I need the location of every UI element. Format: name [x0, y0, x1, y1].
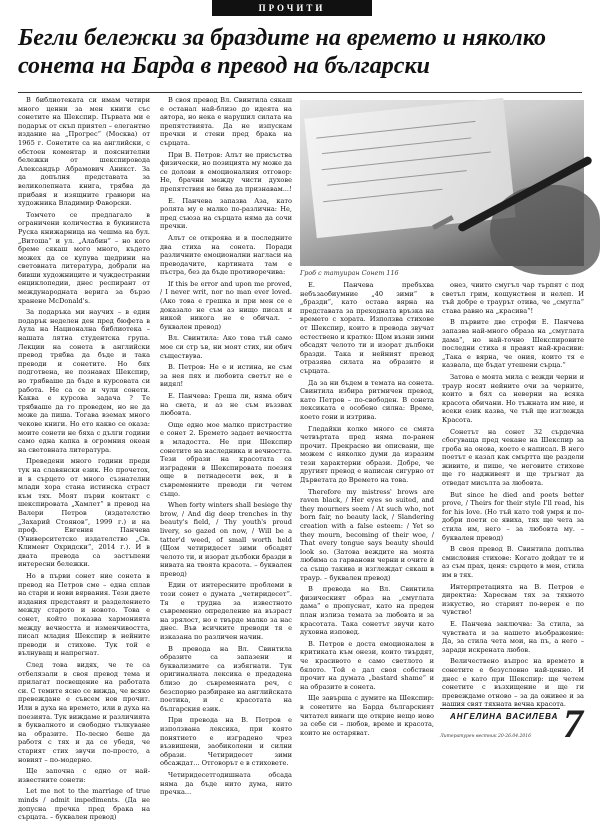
publication-source: Литературен вестник 20-26.04.2016: [440, 734, 532, 739]
article-photo: [300, 100, 584, 266]
article-column-1: В библиотеката си имам четири много ценни за мен книги със сонетите на Шекспир. Първата ми е подарък от скъп приятел – елегантно издание на „Прогрес“ (Москва) от 1965 г. Сонетите са на английски, с обстоен коментар и пояснителни бележки от шекспировода Александър Абрамович Аникст. За да допълня представата за великолепната книга, трябва да прибавя и изящните гравюри на художника Владимир Фаворски. Томчето се предлагало в ограничени количества в букиниста Руска книжарница на чешма на бул. „Витоша“ и ул. „Алабин“ – но кого бреме сякаш мого много, където можех да се купува щедрини на световната литература, добрали на бивши художниците и чуждестранни енциклопедии, днес респирант от международната верига за бързо хранене McDonald's. За подаръка ми научих – в един подарък неделен ден пред бюфета в Аула на Национална библиотека – нашата лятна студентска група. Лекции на сонета в английски превод трябва да бъде и така преводи и сонетите. Но бях подготвена, не познавах Шекспир, но трябваше да бъде в курсовата си работа. Не са се и чули сонети. Каква е курсова задача ? Те трябваше да го проведем, но не да може да пиша. Тогава вземах много чекове книги. Но ето какво се оказа: моите сонети не бяха с дълги години само една капка в огромния океан на световната литература. Преведени много години преди тук на славянски език. Но прочетох, и в сърцето от много съзнателни млади хора стана истинска страст към тях. Моят първи контакт с шекспировата „Хамлет“ в превод на Валери Петров (издателство „Захарий Стоянов“, 1999 г.) и на проф. Евгения Панчева (Университетско издателство „Св. Климент Охридски“, 2014 г.). И в двата превода са застъпени интересни бележки. Но в първи сонет ние сонета в превод на Петров сме – една сплав на стари и нови вярвания. Тези двете издания представят и разделението между старото и новото. Това е сонет, който показва хармонията между вечността и изменчивостта, писал младия Шекспир в нейните преводи и стихове. Тук той е вълнуващ и напрегнат. След това видях, че те са отбелязали в своя превод тема и прилагат посвещение на работата си. С темите ясно се вижда, че всяко превеждане е съвсем нов прочит. Или в духа на времето, или в духа на поезията. Тук виждаме и различията в буквалното и свободно тълкуване на образите. По-лесно беше да работя с тях и да се убедя, че старият стих звучи по-просто, а новият – по-модерно. Ще започна с едно от най-известните сонети: Let me not to the marriage of true minds / admit impediments. (Да не допусна пречка пред брака на сърцата. – буквален превод): [18, 96, 150, 822]
title-divider: [18, 92, 582, 93]
article-column-3: Е. Панчева пребъхва небъзаобиумние „40 зими“ в „бразди“, като остава вярна на представата за преходната връзка на времето с хората. Използва стихове от Шекспир, които в превода звучат естествено и кратко: Щом възни зими обсадят челото ти и изорат дълбоки бразди. Така и нейният превод отразява силата на образите и сърцата. Да за ни бъдем в темата на сонета. Свинтила избира ритмичен превод, като Петров – по-свободен. В сонета лексиката е особено силна: Време, което гони и изтрива. Гледайки колко много се смята четвъртата пред няма по-ранен прочит. Прекрасно ви описвани, ще можем с няколко думи да изразим тези характерни образи. Добре, че другият превод е написан сигурно от Дърветата до Времето на това. Therefore my mistress' brows are raven black, / Her eyes so suited, and they mourners seem / At such who, not born fair, no beauty lack, / Slandering creation with a false esteem: / Yet so they mourn, becoming of their woe, / That every tongue says beauty should look so. (Затова веждите на моята любима са гарванови черни и очите ѝ са също такива и изглеждат сякаш в траур. – буквален превод) В превода на Вл. Свинтила физическият образ на „смуглата дама“ е пропуснат, като на преден план излиза темата за любовта и за красотата. Така сонетът звучи като духовна изповед. В. Петров е доста емоционален в критиката към онези, които твърдят, че красивото е само светлото и бялото. Той е дал своя собствен прочит на думата „bastard shame“ и на образите в сонета. Ще завърша с думите на Шекспир: в сонетите на Барда българският читател винаги ще открие нещо ново за себе си – любов, време и красота, които не остаряват.: [300, 281, 435, 737]
article-column-4: онез, чиито смугъл чар търпят с под светъл грим, кощунствен и нелеп. И тъй добре е траурът отива, че „смугла“ става равно на „красива“! В първите две строфи Е. Панчева запазва най-много образа на „смуглата дама“, но най-точно Шекспировите последни стиха я правят най-красиви: „Така е вярна, че ония, които тя е казвала, ще бъдат утешени сърца.“ Затова е моята мила с вежди черни и траур носят нейните очи за черните, които в бял са неверни на всяка красота обичани. Но тъжната им ние, и всеки език казва, че тъй ще изглежда Красота. Сонетът на сонет 32 сърдечна сбогуваща пред чекане на Шекспир за гроба на онова, което е написал. В него поетът е казал как смъртта ще раздели живите, и пише, че неговите стихове ще го надживеят и ще тръгнат да отведат мисълта за любовта. But since he died and poets better prove, / Theirs for their style I'll read, his for his love. (Но тъй като той умря и по-добри поети се явиха, тях ще чета за стила им, него – за любовта му. – буквален превод) В своя превод В. Свинтила допълва смисловия стихове: Когато дойдат те и аз съм прах, ценя: сърцето в мен, стила им в тях. Интерпретацията на В. Петров е директна: Харесвам тях за тяхното изкуство, но старият по-верен е по чувство! Е. Панчева заключва: За стила, за чувствата и за нашето въображение: Да, за стила чета мои, на пъ, а него – заради искрената любов. Величествено въпрос на времето в сонетите е безусловно най-ценно. И днес е като при Шекспир: ще четем сонетите с възхищение и ще ги превеждаме отново – за да оживее и за нашия свят тяхната вечна красота.: [442, 281, 584, 709]
article-title: Бегли бележки за браздите на времето и няколко сонета на Барда в превод на български: [18, 25, 546, 79]
photo-caption: Гроб с татуиран Сонет 116: [300, 269, 399, 277]
article-column-2: В своя превод Вл. Свинтила сякаш е останал най-близо до идеята на автора, но нека е нарушил силата на препятствията. Да не изпускам пречки и стени пред брака на сърцата. При В. Петров: Алът не присъства физически, но позицията му може да се долови в емоционалния отговор: Не, брачни между чисти духове препятствия не бива да признавам...! Е. Панчева запазва Аза, като ролята му е малко по-различна: Не, пред съюза на сърцата няма да сочи пречки. Алът се откроява и в последните два стиха на сонета. Поради различните емоционални нагласи на преводачите, картината там е пъстра, без да бъде противоречива: If this be error and upon me proved, / I never writ, nor no man ever loved. (Ако това е грешка и при мен се е доказало не съм аз нищо писал и никой никога не е обичал. – буквален превод) Вл. Свинтила: Ако това тъй само мое си стр ъв, ни моят стих, ни обич съществува. В. Петров: Не е и истина, не съм за нея пях и любовта светът не е видял! Е. Панчева: Грешa ли, няма обич на света, и аз не съм въззвах любовта. Още едно мое малко пристрастие е сонет 2. Бремето задает вечността в младостта. Не при Шекспир сонетите на наследника и вечността. Тези образи на красотата са изградени в Шекспировата поезия още в петнадесети век, и в съвременните преводи ги четем също. When forty winters shall besiege thy brow, / And dig deep trenches in thy beauty's field, / Thy youth's proud livery, so gazed on now, / Will be a tatter'd weed, of small worth held (Щом четиридесет зими обсадят челото ти, и изорат дълбоки бразди в нивата на твоята красота. – буквален превод) Един от интересните проблеми в този сонет е думата „четиридесет“. Тя е трудна за известното съвременно определение на възраст на зрялост, но е твърде малко за нас днес. Във всичките преводи тя е изказана по различен начин. В превода на Вл. Свинтила образите са запазени и буквализмите са избягнати. Тук оригиналната лексика е предадена близо до съвременната реч, с безспорно разбиране на английската поетика, и с красотата на българския език. При превода на В. Петров е използвана лексика, при която понятието е изградено чрез възвишени, заобиколени и силни образи. Четиридесет зими обсаждат... Отговорът е в стиховете. Четиридесетгодишната обсада няма да бъде нито дума, нито пречка...: [160, 96, 292, 797]
author-name: АНГЕЛИНА ВАСИЛЕВА: [450, 712, 559, 721]
page-number: 7: [563, 701, 583, 746]
section-label: ПРОЧИТИ: [212, 0, 372, 16]
author-divider: [440, 708, 560, 709]
